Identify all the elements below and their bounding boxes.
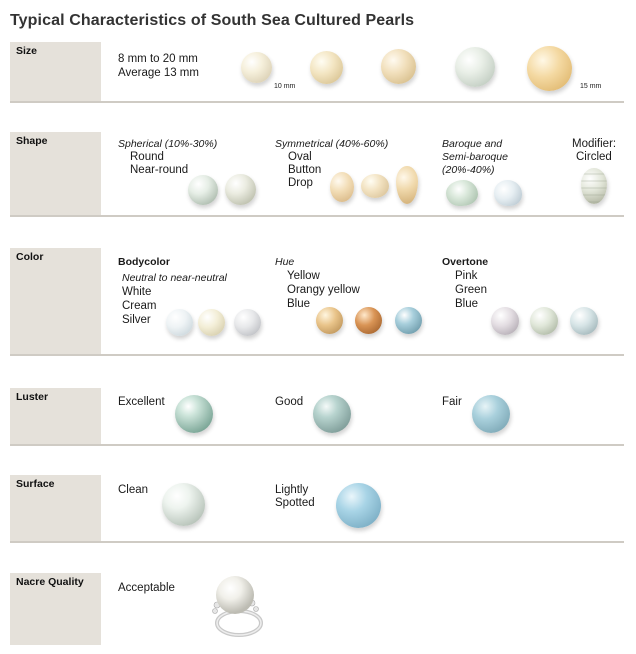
color-silver-text: Silver [122, 314, 151, 326]
pearl-luster-fair [472, 395, 510, 433]
pearl-ring-icon [195, 573, 275, 643]
pearl-near-round [225, 174, 256, 205]
pearl-size-5 [527, 46, 572, 91]
size-average-text: Average 13 mm [118, 67, 199, 79]
size-min-tag: 10 mm [274, 83, 296, 90]
pearl-surface-spotted [336, 483, 381, 528]
surface-lightly-text: Lightly [275, 484, 309, 496]
nacre-acceptable-text: Acceptable [118, 582, 175, 594]
color-cream-text: Cream [122, 300, 157, 312]
color-row [10, 248, 624, 356]
shape-spherical-title: Spherical (10%-30%) [118, 138, 218, 150]
luster-label: Luster [16, 391, 49, 403]
pearl-blue [395, 307, 422, 334]
size-range-text: 8 mm to 20 mm [118, 53, 198, 65]
surface-label: Surface [16, 478, 55, 490]
shape-row [10, 132, 624, 217]
nacre-label: Nacre Quality [16, 576, 84, 588]
pearl-round [188, 175, 218, 205]
pearl-drop [396, 166, 418, 204]
pearl-circled [581, 168, 607, 204]
row-label-cell [10, 475, 101, 541]
pearl-blue-overtone [570, 307, 598, 335]
pearl-cream [198, 309, 225, 336]
size-max-tag: 15 mm [580, 83, 602, 90]
surface-row [10, 475, 624, 543]
color-yellow-text: Yellow [287, 270, 320, 282]
color-overtone-title: Overtone [442, 256, 489, 268]
luster-fair-text: Fair [442, 396, 462, 408]
color-green-text: Green [455, 284, 487, 296]
row-label-cell [10, 248, 101, 354]
surface-clean-text: Clean [118, 484, 149, 496]
luster-row [10, 388, 624, 446]
luster-excellent-text: Excellent [118, 396, 165, 408]
pearl-green-overtone [530, 307, 558, 335]
pearl-luster-good [313, 395, 351, 433]
pearl-yellow [316, 307, 343, 334]
pearl-luster-excellent [175, 395, 213, 433]
color-bodycolor-title: Bodycolor [118, 256, 170, 268]
nacre-row [10, 573, 624, 645]
color-label: Color [16, 251, 44, 263]
color-blue-text: Blue [287, 298, 311, 310]
shape-circled-text: Circled [576, 151, 612, 163]
pearl-button [361, 174, 389, 198]
row-label-cell [10, 573, 101, 645]
size-row [10, 42, 624, 103]
shape-drop-text: Drop [288, 177, 313, 189]
shape-modifier-title: Modifier: [572, 138, 617, 150]
pearl-pink-overtone [491, 307, 519, 335]
shape-baroque-title-l3: (20%-40%) [442, 164, 495, 176]
pearl-oval [330, 172, 354, 202]
shape-baroque-title-l2: Semi-baroque [442, 151, 508, 163]
pearl-semi-baroque [494, 180, 522, 206]
pearl-size-2 [310, 51, 343, 84]
shape-oval-text: Oval [288, 151, 312, 163]
pearl-size-4 [455, 47, 495, 87]
pearl-silver [234, 309, 261, 336]
pearl-surface-clean [162, 483, 205, 526]
shape-label: Shape [16, 135, 48, 147]
row-label-cell [10, 388, 101, 444]
row-label-cell [10, 132, 101, 215]
pearl-size-1 [241, 52, 272, 83]
color-overtone-blue-text: Blue [455, 298, 479, 310]
shape-symmetrical-title: Symmetrical (40%-60%) [275, 138, 389, 150]
color-orangy-yellow-text: Orangy yellow [287, 284, 360, 296]
shape-round-text: Round [130, 151, 164, 163]
size-label: Size [16, 45, 38, 57]
color-bodycolor-sub: Neutral to near-neutral [122, 272, 227, 284]
pearl-size-3 [381, 49, 416, 84]
shape-near-round-text: Near-round [130, 164, 189, 176]
pearl-white [166, 309, 193, 336]
shape-button-text: Button [288, 164, 322, 176]
row-label-cell [10, 42, 101, 101]
color-white-text: White [122, 286, 152, 298]
pearl-orangy-yellow [355, 307, 382, 334]
luster-good-text: Good [275, 396, 304, 408]
surface-spotted-text: Spotted [275, 497, 315, 509]
color-pink-text: Pink [455, 270, 478, 282]
shape-baroque-title-l1: Baroque and [442, 138, 503, 150]
color-hue-title: Hue [275, 256, 295, 268]
pearl-baroque [446, 180, 478, 206]
page-title: Typical Characteristics of South Sea Cultured Pearls [10, 12, 415, 29]
